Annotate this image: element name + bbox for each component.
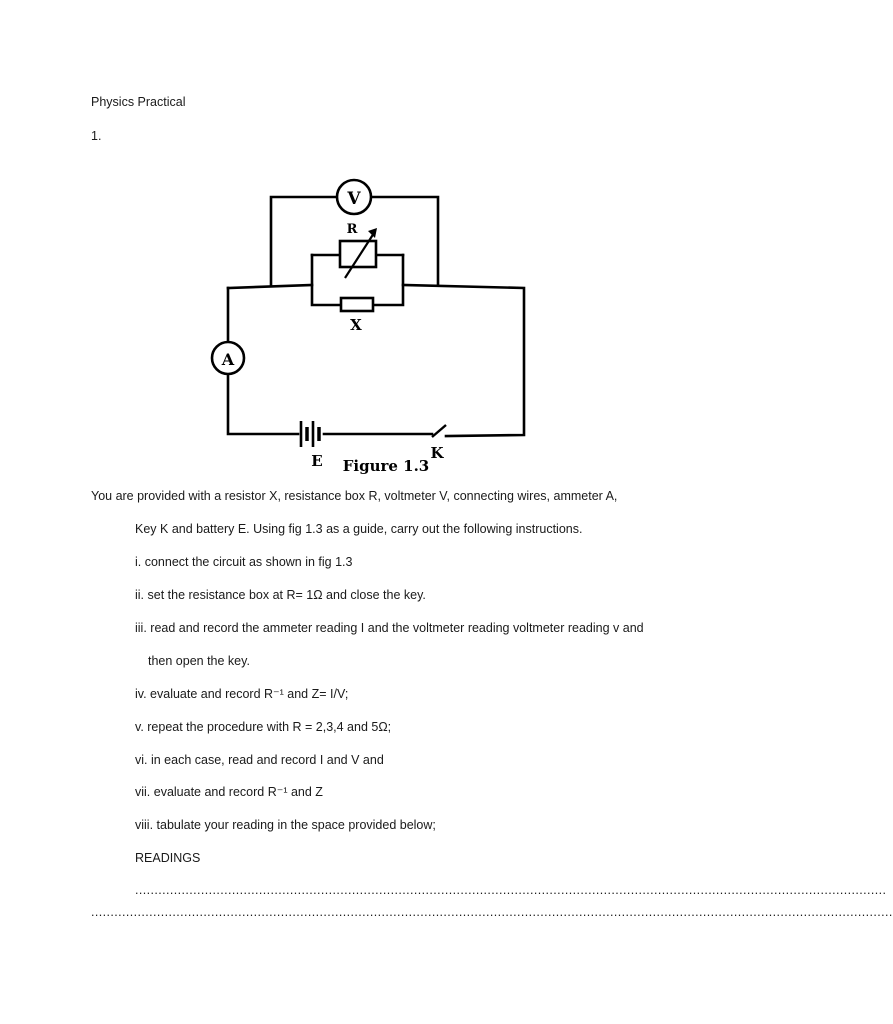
document-title: Physics Practical xyxy=(91,95,186,109)
question-number: 1. xyxy=(91,129,102,143)
step-5: v. repeat the procedure with R = 2,3,4 and 5Ω; xyxy=(135,720,392,734)
voltmeter-label: V xyxy=(347,189,361,209)
battery-label: E xyxy=(311,452,323,470)
step-4: iv. evaluate and record R⁻¹ and Z= I/V; xyxy=(135,687,349,701)
key-label: K xyxy=(430,444,444,462)
answer-line-2: ............................................................................................................................................................................................................... xyxy=(91,905,893,919)
ammeter-label: A xyxy=(221,350,235,369)
resistance-box-symbol xyxy=(340,241,376,267)
readings-heading: READINGS xyxy=(135,851,201,865)
step-2: ii. set the resistance box at R= 1Ω and close the key. xyxy=(135,588,426,602)
intro-line-1: You are provided with a resistor X, resistance box R, voltmeter V, connecting wires, ammeter A, xyxy=(91,489,618,503)
circuit-svg xyxy=(200,175,540,480)
step-7: vii. evaluate and record R⁻¹ and Z xyxy=(135,785,323,799)
intro-line-2: Key K and battery E. Using fig 1.3 as a guide, carry out the following instructions. xyxy=(135,522,583,536)
voltmeter-wire-right xyxy=(371,197,438,285)
step-8: viii. tabulate your reading in the space provided below; xyxy=(135,818,436,832)
voltmeter-wire-left xyxy=(271,197,337,285)
resistor-symbol xyxy=(341,298,373,311)
wire-top-left xyxy=(228,285,312,288)
resistor-label: X xyxy=(350,316,362,334)
step-1: i. connect the circuit as shown in fig 1.3 xyxy=(135,555,353,569)
circuit-diagram xyxy=(200,175,540,480)
step-3: iii. read and record the ammeter reading I and the voltmeter reading voltmeter reading v and xyxy=(135,621,644,635)
answer-line-1: .................................................................................................................................................................................................. xyxy=(135,883,887,897)
figure-caption: Figure 1.3 xyxy=(342,457,430,475)
resistance-box-label: R xyxy=(346,222,358,237)
wire-left-lower xyxy=(228,375,298,434)
battery-symbol xyxy=(301,421,319,447)
step-6: vi. in each case, read and record I and V and xyxy=(135,753,384,767)
parallel-branch-right xyxy=(374,255,403,305)
step-3-continued: then open the key. xyxy=(148,654,250,668)
wire-right xyxy=(403,285,524,436)
key-switch-symbol xyxy=(432,425,446,437)
parallel-branch-left xyxy=(312,255,340,305)
